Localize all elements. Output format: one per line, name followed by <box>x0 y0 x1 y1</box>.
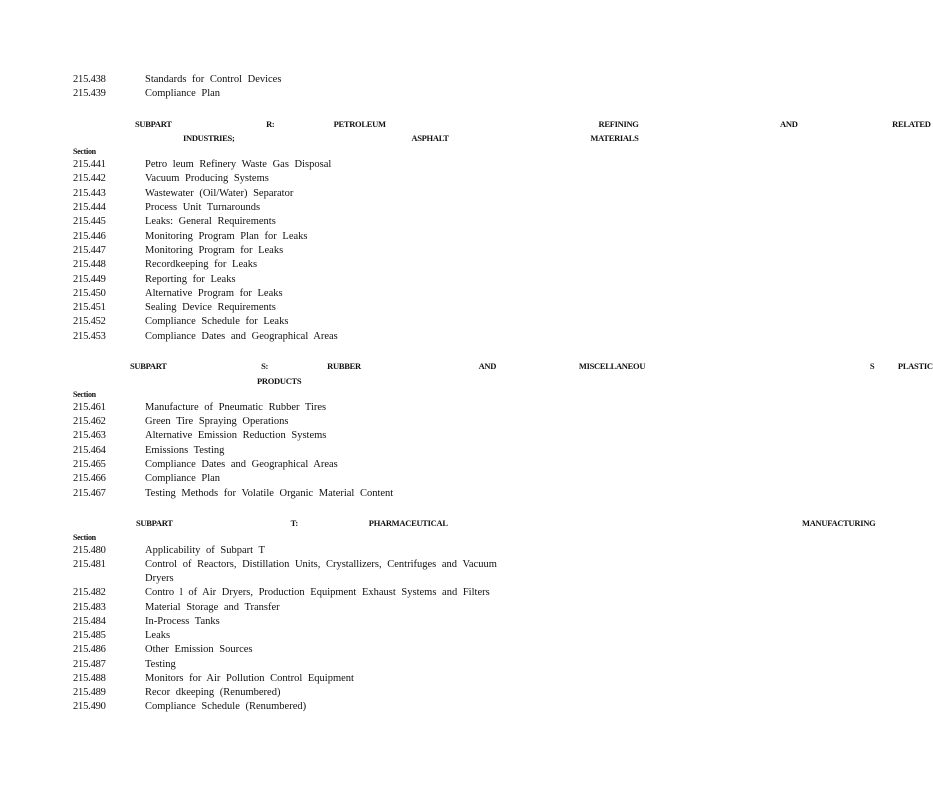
section-title: Recor dkeeping (Renumbered) <box>145 687 281 698</box>
section-number: 215.447 <box>73 245 106 256</box>
section-number: 215.461 <box>73 402 106 413</box>
section-title: Manufacture of Pneumatic Rubber Tires <box>145 402 327 413</box>
section-number: 215.439 <box>73 88 106 99</box>
section-number: 215.448 <box>73 259 106 270</box>
section-title: Compliance Plan <box>145 473 221 484</box>
section-number: 215.450 <box>73 288 106 299</box>
section-label: Section <box>73 533 96 542</box>
subpart-s-heading-line1: SUBPART S: RUBBER AND MISCELLANEOU S PLASTIC <box>130 361 933 371</box>
section-title: Monitors for Air Pollution Control Equipment <box>145 673 354 684</box>
section-title: Compliance Dates and Geographical Areas <box>145 459 338 470</box>
section-number: 215.444 <box>73 202 106 213</box>
section-title: Vacuum Producing Systems <box>145 173 269 184</box>
section-title: Monitoring Program Plan for Leaks <box>145 231 308 242</box>
section-title: Compliance Schedule (Renumbered) <box>145 701 307 712</box>
section-number: 215.453 <box>73 331 106 342</box>
section-title: Alternative Program for Leaks <box>145 288 283 299</box>
section-title: Sealing Device Requirements <box>145 302 276 313</box>
subpart-s-heading-line2: PRODUCTS <box>257 376 302 386</box>
subpart-t-heading: SUBPART T: PHARMACEUTICAL MANUFACTURING <box>136 518 876 528</box>
section-number: 215.462 <box>73 416 106 427</box>
section-number: 215.451 <box>73 302 106 313</box>
section-title: Wastewater (Oil/Water) Separator <box>145 188 294 199</box>
section-number: 215.464 <box>73 445 106 456</box>
section-number: 215.485 <box>73 630 106 641</box>
section-number: 215.487 <box>73 659 106 670</box>
section-number: 215.452 <box>73 316 106 327</box>
section-title: Reporting for Leaks <box>145 274 236 285</box>
section-title: Leaks: General Requirements <box>145 216 276 227</box>
section-number: 215.463 <box>73 430 106 441</box>
section-title: Monitoring Program for Leaks <box>145 245 284 256</box>
section-number: 215.449 <box>73 274 106 285</box>
section-number: 215.446 <box>73 231 106 242</box>
section-number: 215.484 <box>73 616 106 627</box>
section-number: 215.482 <box>73 587 106 598</box>
section-title: Process Unit Turnarounds <box>145 202 261 213</box>
subpart-r-heading-line2: INDUSTRIES; ASPHALT MATERIALS <box>183 133 639 143</box>
section-title: Emissions Testing <box>145 445 225 456</box>
section-number: 215.483 <box>73 602 106 613</box>
section-title: Contro l of Air Dryers, Production Equipment Exhaust Systems and Filters <box>145 587 490 598</box>
section-number: 215.489 <box>73 687 106 698</box>
section-title: In-Process Tanks <box>145 616 220 627</box>
section-title: Material Storage and Transfer <box>145 602 280 613</box>
section-number: 215.443 <box>73 188 106 199</box>
section-title: Compliance Schedule for Leaks <box>145 316 289 327</box>
section-title: Recordkeeping for Leaks <box>145 259 258 270</box>
section-number: 215.480 <box>73 545 106 556</box>
section-title: Testing <box>145 659 176 670</box>
section-number: 215.467 <box>73 488 106 499</box>
section-title: Other Emission Sources <box>145 644 253 655</box>
section-title: Testing Methods for Volatile Organic Material Content <box>145 488 394 499</box>
section-number: 215.486 <box>73 644 106 655</box>
section-number: 215.466 <box>73 473 106 484</box>
section-label: Section <box>73 147 96 156</box>
section-label: Section <box>73 390 96 399</box>
section-title: Green Tire Spraying Operations <box>145 416 289 427</box>
section-title: Leaks <box>145 630 171 641</box>
section-number: 215.465 <box>73 459 106 470</box>
section-title: Compliance Plan <box>145 88 221 99</box>
section-title: Standards for Control Devices <box>145 74 282 85</box>
subpart-r-heading-line1: SUBPART R: PETROLEUM REFINING AND RELATED <box>135 119 931 129</box>
section-title: Control of Reactors, Distillation Units, Crystallizers, Centrifuges and Vacuum Dryers <box>145 559 497 584</box>
section-title: Compliance Dates and Geographical Areas <box>145 331 338 342</box>
section-number: 215.488 <box>73 673 106 684</box>
section-number: 215.442 <box>73 173 106 184</box>
section-number: 215.441 <box>73 159 106 170</box>
section-title: Alternative Emission Reduction Systems <box>145 430 327 441</box>
section-title: Applicability of Subpart T <box>145 545 265 556</box>
section-number: 215.490 <box>73 701 106 712</box>
section-number: 215.438 <box>73 74 106 85</box>
section-number: 215.481 <box>73 559 106 570</box>
section-number: 215.445 <box>73 216 106 227</box>
section-title: Petro leum Refinery Waste Gas Disposal <box>145 159 332 170</box>
